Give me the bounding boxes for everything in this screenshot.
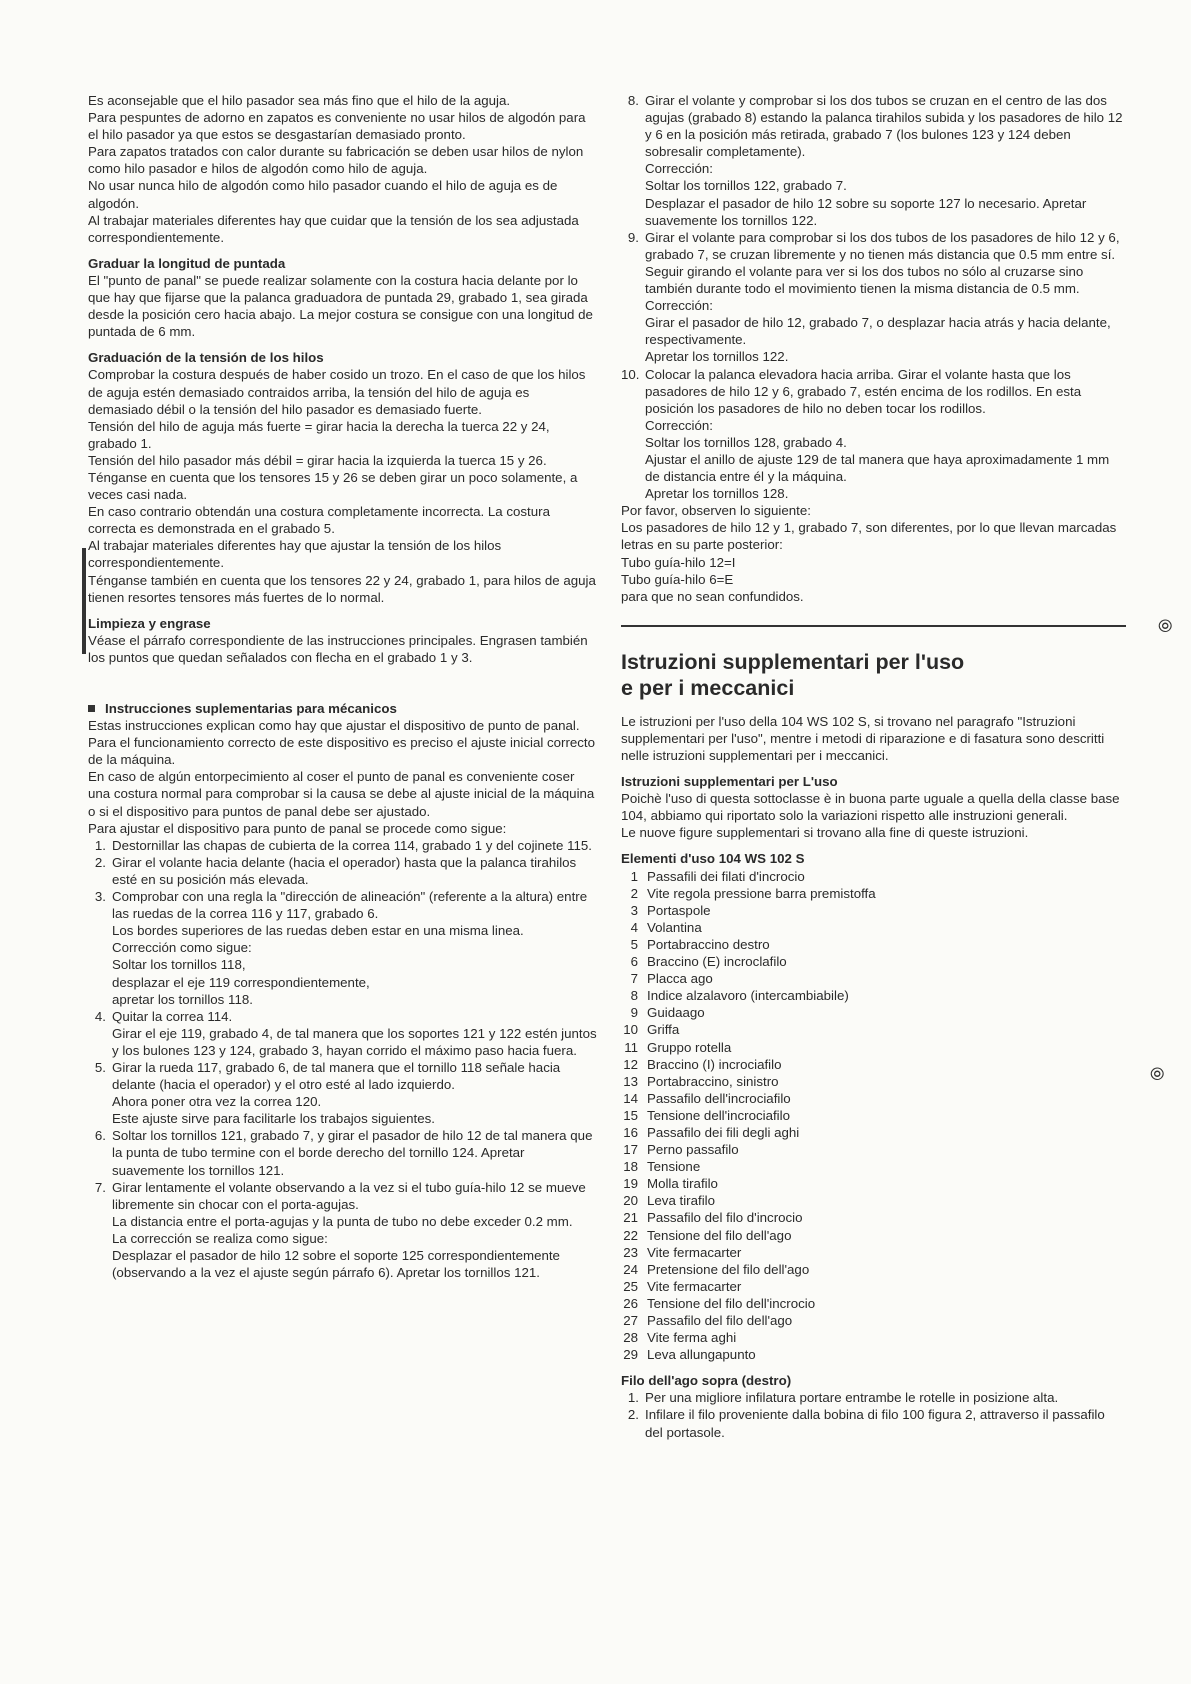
elementi-list <box>621 868 1126 1364</box>
step-line: Soltar los tornillos 121, grabado 7, y girar el pasador de hilo 12 de tal manera que la punta de tubo termine con el borde derecho del tornillo 124. Apretar suavemente los tornillos 121. <box>112 1128 593 1178</box>
step-line: apretar los tornillos 118. <box>112 991 253 1007</box>
step-line: Girar el pasador de hilo 12, grabado 7, o desplazar hacia atrás y hacia delante, respectivamente. <box>645 315 1111 348</box>
filo-step <box>621 1389 1126 1406</box>
step-line: Comprobar con una regla la "dirección de alineación" (referente a la altura) entre las ruedas de la correa 116 y 117, grabado 6. <box>112 889 588 922</box>
step-line: Colocar la palanca elevadora hacia arriba. Girar el volante hasta que los pasadores de hilo 12 y 6, grabado 7, estén encima de los rodillos. En esta posición los pasadores de hilo no deben tocar los rodillos. <box>645 366 1082 416</box>
step-line: Infilare il filo proveniente dalla bobina di filo 100 figura 2, attraverso il passafilo del portasole. <box>645 1407 1105 1440</box>
step-number: 6. <box>94 1128 106 1144</box>
step-line: La distancia entre el porta-agujas y la punta de tubo no debe exceder 0.2 mm. <box>112 1213 573 1229</box>
elementi-number: 15 <box>623 1107 638 1123</box>
step-line: Apretar los tornillos 128. <box>645 486 789 502</box>
step-line: Ahora poner otra vez la correa 120. <box>112 1094 322 1110</box>
elementi-item <box>621 936 1126 953</box>
elementi-label: Indice alzalavoro (intercambiabile) <box>647 988 849 1004</box>
suplementarias-paragraph: En caso de algún entorpecimiento al coser el punto de panal es conveniente coser una costura normal para comprobar si la causa se debe al ajuste inicial de la máquina o si el dispositivo para puntos de panal debe ser ajustado. <box>88 769 595 819</box>
adjustment-steps-list <box>88 837 598 1281</box>
elementi-number: 18 <box>623 1159 638 1175</box>
elementi-number: 6 <box>630 954 638 970</box>
elementi-number: 13 <box>623 1073 638 1089</box>
elementi-number: 21 <box>623 1210 638 1226</box>
elementi-label: Gruppo rotella <box>647 1039 732 1055</box>
favor-line: Tubo guía-hilo 6=E <box>621 571 734 587</box>
elementi-label: Tensione <box>647 1159 701 1175</box>
suplementarias-paragraph: Para ajustar el dispositivo para punto de panal se procede como sigue: <box>88 820 507 836</box>
step-line: Ajustar el anillo de ajuste 129 de tal manera que haya aproximadamente 1 mm de distancia entre él y la máquina. <box>645 451 1110 485</box>
elementi-label: Leva allungapunto <box>647 1347 756 1363</box>
elementi-label: Passafilo del filo dell'ago <box>647 1313 793 1328</box>
elementi-label: Tensione del filo dell'ago <box>647 1227 792 1243</box>
elementi-item <box>621 1244 1126 1261</box>
elementi-item <box>621 1107 1126 1124</box>
tension-paragraph: Al trabajar materiales diferentes hay que ajustar la tensión de los hilos correspondientemente. <box>88 538 502 571</box>
elementi-label: Passafilo dei fili degli aghi <box>647 1124 800 1140</box>
favor-line: Por favor, observen lo siguiente: <box>621 503 811 519</box>
step-item <box>88 1179 598 1282</box>
step-item <box>88 854 598 888</box>
elementi-item <box>621 1175 1126 1192</box>
step-line: Girar el volante y comprobar si los dos tubos se cruzan en el centro de las dos agujas (grabado 8) estando la palanca tirahilos subida y los pasadores de hilo 12 y 6 en la posición más retirada, grabado 7 (los bulones 123 y 124 deben sobresalir completamente). <box>645 93 1123 160</box>
italian-intro: Le istruzioni per l'uso della 104 WS 102 S, si trovano nel paragrafo "Istruzioni supplementari per l'uso", mentre i metodi di riparazione e di fasatura sono descritti nelle istruzioni supplementari per i meccanici. <box>621 713 1105 763</box>
step-line: desplazar el eje 119 correspondientemente, <box>112 974 370 990</box>
step-line: Apretar los tornillos 122. <box>645 349 789 365</box>
step-line: Girar el volante para comprobar si los dos tubos de los pasadores de hilo 12 y 6, grabado 7, se cruzan libremente y no tienen más distancia que 0.5 mm entre sí. <box>645 229 1120 262</box>
elementi-number: 7 <box>630 971 638 987</box>
elementi-label: Placca ago <box>647 971 713 987</box>
elementi-label: Guidaago <box>647 1005 705 1021</box>
elementi-number: 25 <box>623 1278 638 1294</box>
elementi-label: Volantina <box>647 919 702 935</box>
tension-paragraph: Comprobar la costura después de haber cosido un trozo. En el caso de que los hilos de aguja estén demasiado contraidos arriba, la tensión del hilo de aguja es demasiado débil o la tensión del hilo pasador es demasiado fuerte. <box>88 367 586 417</box>
elementi-item <box>621 1192 1126 1209</box>
favor-line: para que no sean confundidos. <box>621 588 804 604</box>
step-item <box>88 888 598 1008</box>
square-bullet-icon <box>88 705 95 712</box>
elementi-label: Vite ferma aghi <box>647 1330 737 1346</box>
elementi-item <box>621 1278 1126 1295</box>
elementi-item <box>621 987 1126 1004</box>
elementi-label: Passafilo del filo d'incrocio <box>647 1210 803 1226</box>
step-line: Soltar los tornillos 128, grabado 4. <box>645 434 847 450</box>
elementi-label: Perno passafilo <box>647 1142 739 1158</box>
elementi-item <box>621 1090 1126 1107</box>
elementi-label: Tensione del filo dell'incrocio <box>647 1295 816 1311</box>
section-heading-elementi: Elementi d'uso 104 WS 102 S <box>621 851 805 867</box>
section-heading-tension: Graduación de la tensión de los hilos <box>88 350 324 366</box>
elementi-number: 29 <box>623 1347 638 1363</box>
step-number: 3. <box>94 889 106 905</box>
tension-section <box>88 366 598 605</box>
step-number: 1. <box>627 1390 639 1406</box>
elementi-number: 23 <box>623 1244 638 1260</box>
suplementarias-section <box>88 717 598 837</box>
elementi-label: Tensione dell'incrociafilo <box>647 1107 790 1123</box>
elementi-number: 14 <box>623 1090 638 1106</box>
step-number: 10. <box>621 366 640 382</box>
elementi-item <box>621 953 1126 970</box>
step-line: La corrección se realiza como sigue: <box>112 1230 328 1246</box>
elementi-label: Passafili dei filati d'incrocio <box>647 868 805 884</box>
intro-paragraph: Para zapatos tratados con calor durante su fabricación se deben usar hilos de nylon como hilo pasador e hilos de algodón como hilo de aguja. <box>88 144 584 177</box>
elementi-label: Passafilo dell'incrociafilo <box>647 1090 791 1106</box>
elementi-label: Griffa <box>647 1022 680 1038</box>
elementi-label: Vite fermacarter <box>647 1278 742 1294</box>
step-item <box>88 1127 598 1178</box>
graduar-text: El "punto de panal" se puede realizar solamente con la costura hacia delante por lo que hay que fijarse que la palanca graduadora de puntada 29, grabado 1, sea girada desde la posición cero hacia abajo. La mejor costura se consigue con una longitud de puntada de 6 mm. <box>88 272 593 340</box>
step-line: Este ajuste sirve para facilitarle los trabajos siguientes. <box>112 1111 435 1127</box>
change-bar <box>82 548 86 654</box>
step-number: 7. <box>94 1179 106 1195</box>
step-item <box>621 229 1126 366</box>
elementi-number: 3 <box>630 902 638 918</box>
elementi-item <box>621 1227 1126 1244</box>
intro-paragraph: Es aconsejable que el hilo pasador sea más fino que el hilo de la aguja. <box>88 93 511 108</box>
tension-paragraph: En caso contrario obtendán una costura completamente incorrecta. La costura correcta es demonstrada en el grabado 5. <box>88 504 550 537</box>
step-number: 8. <box>627 93 639 108</box>
elementi-number: 1 <box>630 868 638 884</box>
elementi-item <box>621 885 1126 902</box>
step-line: Desplazar el pasador de hilo 12 sobre su soporte 127 lo necesario. Apretar suavemente los tornillos 122. <box>645 195 1087 228</box>
filo-steps-list <box>621 1389 1126 1440</box>
section-divider <box>621 625 1126 627</box>
step-number: 5. <box>94 1059 106 1075</box>
section-heading-graduar: Graduar la longitud de puntada <box>88 255 286 271</box>
elementi-label: Vite fermacarter <box>647 1244 742 1260</box>
elementi-number: 2 <box>630 885 638 901</box>
step-line: Corrección: <box>645 298 713 314</box>
step-number: 2. <box>94 854 106 870</box>
elementi-number: 26 <box>623 1295 638 1311</box>
step-line: Quitar la correa 114. <box>112 1008 233 1024</box>
favor-section <box>621 502 1126 605</box>
step-line: Per una migliore infilatura portare entrambe le rotelle in posizione alta. <box>645 1390 1059 1406</box>
elementi-label: Portabraccino destro <box>647 936 770 952</box>
elementi-item <box>621 970 1126 987</box>
step-line: Seguir girando el volante para ver si los dos tubos no sólo al cruzarse sino también durante todo el movimiento tienen la misma distancia de 0.5 mm. <box>645 263 1084 297</box>
step-line: Corrección: <box>645 417 713 433</box>
step-line: Soltar los tornillos 118, <box>112 957 246 973</box>
step-line: Girar la rueda 117, grabado 6, de tal manera que el tornillo 118 señale hacia delante (hacia el operador) y el otro esté al lado izquierdo. <box>112 1059 561 1093</box>
section-heading-suplementarias: Instrucciones suplementarias para mécanicos <box>88 700 598 717</box>
elementi-label: Braccino (E) incroclafilo <box>647 954 787 970</box>
elementi-item <box>621 1158 1126 1175</box>
italian-title: Istruzioni supplementari per l'uso e per i meccanici <box>621 649 965 700</box>
step-number: 2. <box>627 1407 639 1423</box>
intro-paragraph: No usar nunca hilo de algodón como hilo pasador cuando el hilo de aguja es de algodón. <box>88 178 558 211</box>
tension-paragraph: Tensión del hilo pasador más débil = girar hacia la izquierda la tuerca 15 y 26. <box>88 452 547 468</box>
elementi-number: 22 <box>623 1227 638 1243</box>
intro-section <box>88 92 598 246</box>
right-column <box>621 92 1126 1441</box>
elementi-number: 8 <box>630 988 638 1004</box>
step-item <box>621 92 1126 229</box>
elementi-number: 28 <box>623 1330 638 1346</box>
margin-mark-icon: ⦾ <box>1150 1064 1165 1084</box>
left-column <box>88 92 598 1281</box>
intro-paragraph: Para pespuntes de adorno en zapatos es conveniente no usar hilos de algodón para el hilo pasador ya que estos se desgastarían demasiado pronto. <box>88 110 586 143</box>
adjustment-steps-continued <box>621 92 1126 502</box>
filo-step <box>621 1406 1126 1440</box>
elementi-item <box>621 1295 1126 1312</box>
elementi-item <box>621 1004 1126 1021</box>
elementi-number: 11 <box>624 1039 638 1055</box>
step-line: Destornillar las chapas de cubierta de la correa 114, grabado 1 y del cojinete 115. <box>112 837 592 853</box>
elementi-number: 9 <box>630 1005 638 1021</box>
elementi-number: 24 <box>623 1261 638 1277</box>
elementi-number: 12 <box>623 1056 638 1072</box>
uso-text: Poichè l'uso di questa sottoclasse è in buona parte uguale a quella della classe base 104, abbiamo qui riportato solo la variazioni rispetto alle instruzioni generali. <box>621 791 1120 824</box>
elementi-item <box>621 902 1126 919</box>
elementi-number: 5 <box>630 936 638 952</box>
elementi-label: Braccino (I) incrociafilo <box>647 1056 782 1072</box>
elementi-number: 10 <box>623 1022 638 1038</box>
step-line: Girar lentamente el volante observando a la vez si el tubo guía-hilo 12 se mueve libremente sin chocar con el porta-agujas. <box>112 1179 586 1212</box>
margin-mark-icon: ⦾ <box>1158 616 1173 636</box>
favor-line: Tubo guía-hilo 12=I <box>621 554 736 570</box>
elementi-item <box>621 919 1126 936</box>
suplementarias-paragraph: Estas instrucciones explican como hay que ajustar el dispositivo de punto de panal. Para el funcionamiento correcto de este dispositivo es preciso el ajuste inicial correcto de la máquina. <box>88 718 596 768</box>
elementi-label: Pretensione del filo dell'ago <box>647 1261 810 1277</box>
step-line: Soltar los tornillos 122, grabado 7. <box>645 178 847 194</box>
elementi-label: Portabraccino, sinistro <box>647 1073 779 1089</box>
step-number: 4. <box>94 1008 106 1024</box>
elementi-number: 19 <box>623 1176 638 1192</box>
elementi-item <box>621 1329 1126 1346</box>
step-number: 1. <box>94 837 106 853</box>
step-line: Los bordes superiores de las ruedas deben estar en una misma linea. <box>112 923 524 939</box>
elementi-label: Leva tirafilo <box>647 1193 715 1209</box>
section-heading-filo: Filo dell'ago sopra (destro) <box>621 1373 792 1389</box>
elementi-item <box>621 1209 1126 1226</box>
section-heading-limpieza: Limpieza y engrase <box>88 615 211 631</box>
elementi-item <box>621 1021 1126 1038</box>
step-line: Girar el eje 119, grabado 4, de tal manera que los soportes 121 y 122 estén juntos y los bulones 123 y 124, grabado 3, hayan corrido el máximo paso hacia fuera. <box>112 1025 597 1058</box>
elementi-label: Molla tirafilo <box>647 1176 718 1192</box>
step-item <box>88 837 598 854</box>
step-item <box>621 366 1126 503</box>
elementi-item <box>621 868 1126 885</box>
tension-paragraph: Tensión del hilo de aguja más fuerte = girar hacia la derecha la tuerca 22 y 24, grabado 1. <box>88 418 550 451</box>
step-line: Corrección como sigue: <box>112 940 252 956</box>
elementi-item <box>621 1073 1126 1090</box>
favor-line: Los pasadores de hilo 12 y 1, grabado 7, son diferentes, por lo que llevan marcadas letras en su parte posterior: <box>621 520 1117 553</box>
uso-text-2: Le nuove figure supplementari si trovano alla fine di queste istruzioni. <box>621 825 1029 841</box>
elementi-number: 20 <box>623 1193 638 1209</box>
step-line: Corrección: <box>645 161 713 177</box>
elementi-item <box>621 1124 1126 1141</box>
step-number: 9. <box>627 229 639 245</box>
elementi-item <box>621 1261 1126 1278</box>
intro-paragraph: Al trabajar materiales diferentes hay que cuidar que la tensión de los sea adjustada correspondientemente. <box>88 212 579 245</box>
elementi-number: 17 <box>623 1142 638 1158</box>
tension-paragraph: Ténganse en cuenta que los tensores 15 y 26 se deben girar un poco solamente, a veces casi nada. <box>88 469 578 503</box>
step-item <box>88 1059 598 1127</box>
step-line: Desplazar el pasador de hilo 12 sobre el soporte 125 correspondientemente (observando a la vez el ajuste según párrafo 6). Apretar los tornillos 121. <box>112 1248 560 1281</box>
elementi-item <box>621 1141 1126 1158</box>
elementi-item <box>621 1312 1126 1329</box>
step-item <box>88 1008 598 1059</box>
elementi-label: Portaspole <box>647 902 711 918</box>
elementi-number: 4 <box>630 919 638 935</box>
elementi-item <box>621 1056 1126 1073</box>
section-heading-uso: Istruzioni supplementari per L'uso <box>621 774 838 790</box>
tension-paragraph: Ténganse también en cuenta que los tensores 22 y 24, grabado 1, para hilos de aguja tienen resortes tensores más fuertes de lo normal. <box>88 572 596 605</box>
limpieza-text: Véase el párrafo correspondiente de las instrucciones principales. Engrasen también los puntos que quedan señalados con flecha en el grabado 1 y 3. <box>88 632 588 665</box>
step-line: Girar el volante hacia delante (hacia el operador) hasta que la palanca tirahilos esté en su posición más elevada. <box>112 854 577 887</box>
elementi-item <box>621 1039 1126 1056</box>
elementi-number: 16 <box>623 1124 638 1140</box>
elementi-item <box>621 1346 1126 1363</box>
elementi-number: 27 <box>623 1313 638 1328</box>
elementi-label: Vite regola pressione barra premistoffa <box>647 885 876 901</box>
